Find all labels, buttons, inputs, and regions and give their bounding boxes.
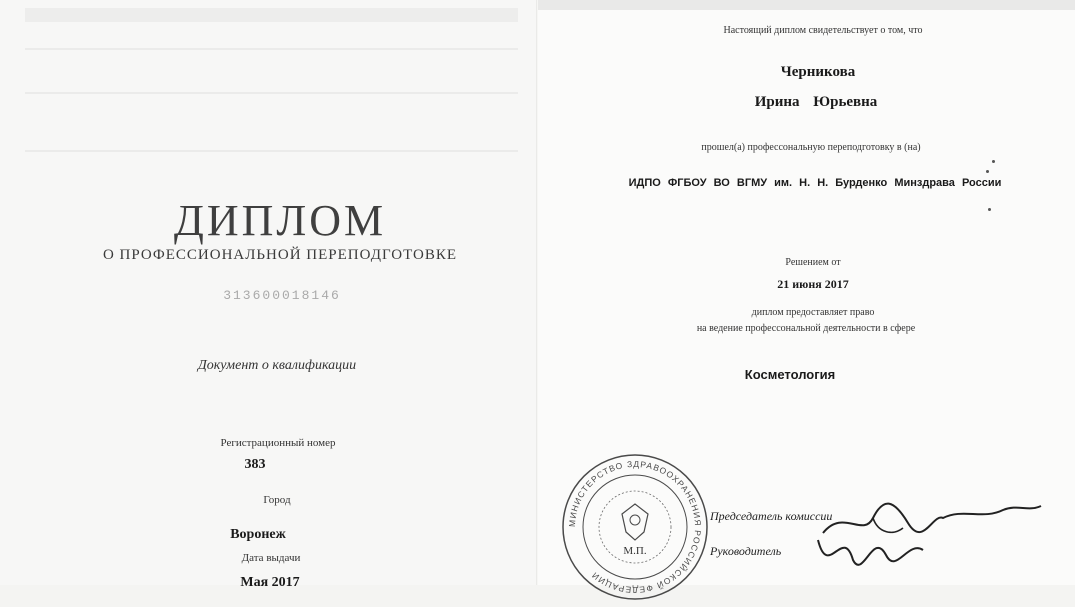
scan-artifact <box>25 48 518 50</box>
stamp-graphic <box>560 452 710 602</box>
head-label: Руководитель <box>710 544 782 558</box>
emblem-icon <box>622 504 648 540</box>
official-stamp <box>560 452 710 602</box>
issue-date-label: Дата выдачи <box>241 552 301 564</box>
scan-artifact <box>25 92 518 94</box>
institution-name: ИДПО ФГБОУ ВО ВГМУ им. Н. Н. Бурденко Минздрава России <box>628 177 1002 189</box>
scan-artifact <box>25 150 518 152</box>
right-grant-text: диплом предоставляет право <box>751 307 875 318</box>
diploma-subtitle: О ПРОФЕССИОНАЛЬНОЙ ПЕРЕПОДГОТОВКЕ <box>102 247 458 263</box>
certifies-text: Настоящий диплом свидетельствует о том, что <box>723 25 923 36</box>
head-signature <box>808 520 928 585</box>
right-page <box>538 0 1075 596</box>
surname: Черникова <box>780 64 856 80</box>
svg-text:МИНИСТЕРСТВО ЗДРАВООХРАНЕНИЯ Р <box>567 459 703 595</box>
decision-date: 21 июня 2017 <box>777 277 849 291</box>
left-page <box>0 0 538 590</box>
registration-label: Регистрационный номер <box>220 437 336 449</box>
scan-speck <box>988 208 991 211</box>
stamp-ring-text: МИНИСТЕРСТВО ЗДРАВООХРАНЕНИЯ РОССИЙСКОЙ ФЕДЕРАЦИИ <box>566 458 704 596</box>
scan-speck <box>986 170 989 173</box>
given-names: Ирина Юрьевна <box>754 94 878 110</box>
city-label: Город <box>263 494 291 506</box>
activity-scope-text: на ведение профессональной деятельности в сфере <box>696 323 916 334</box>
diploma-title: ДИПЛОМ <box>173 196 387 245</box>
serial-number: 313600018146 <box>223 288 341 303</box>
stamp-mp-text: М.П. <box>623 545 647 557</box>
issue-date: Мая 2017 <box>240 575 300 590</box>
scan-speck <box>992 160 995 163</box>
scan-artifact <box>25 8 518 22</box>
document-type: Документ о квалификации <box>197 358 357 373</box>
decision-label: Решением от <box>785 257 841 268</box>
registration-number: 383 <box>244 457 266 472</box>
completed-text: прошел(а) профессональную переподготовку в (на) <box>701 142 921 153</box>
scan-artifact <box>538 0 1075 10</box>
qualification-field: Косметология <box>744 367 836 382</box>
commission-chair-label: Председатель комиссии <box>710 509 833 523</box>
city-value: Воронеж <box>230 527 286 542</box>
